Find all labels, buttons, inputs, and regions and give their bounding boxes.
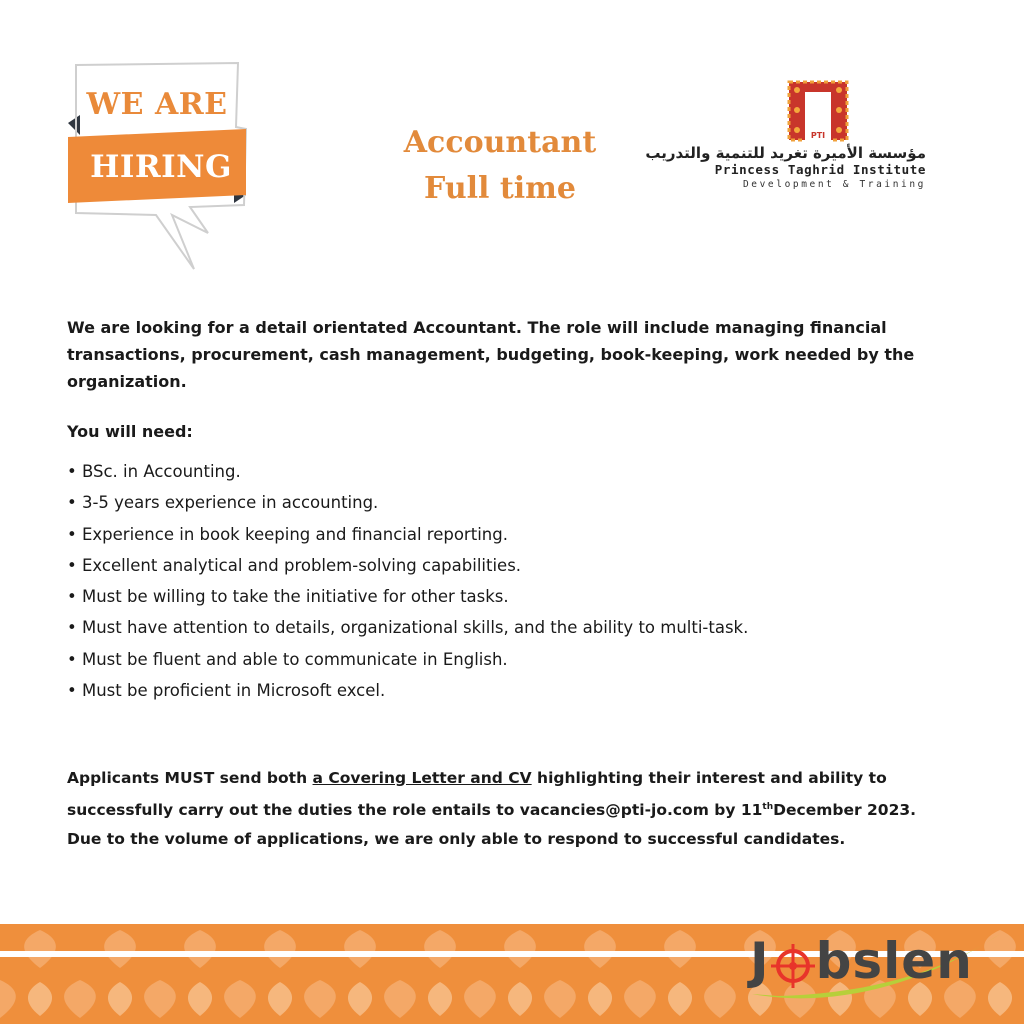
we-are-hiring-badge [60,55,260,280]
watermark-letter-j: J [750,932,770,990]
requirements-list [67,456,748,706]
application-instructions [67,764,972,854]
apply-deadline: December 2023. [773,801,917,820]
logo-english-name: Princess Taghrid Institute [714,162,926,177]
covering-letter-cv-highlight: a Covering Letter and CV [312,769,532,787]
logo-english-subtitle: Development & Training [742,179,926,190]
list-item: • BSc. in Accounting. [67,462,241,481]
apply-disclaimer: Due to the volume of applications, we are only able to respond to successful candidates. [67,830,846,849]
apply-text-3: by 11 [708,801,763,820]
badge-line-2: HIRING [90,149,232,185]
list-item: • Experience in book keeping and financial reporting. [67,524,508,544]
list-item: • Must be willing to take the initiative for other tasks. [67,587,509,607]
job-type: Full time [424,171,576,206]
pti-logo-mark-icon [787,80,849,142]
logo-arabic-name: مؤسسة الأميرة تغريد للتنمية والتدريب [645,144,926,162]
list-item: • 3-5 years experience in accounting. [67,493,379,513]
requirements-heading: You will need: [67,422,193,441]
list-item: • Must have attention to details, organizational skills, and the ability to multi-task. [67,618,749,638]
jobslen-watermark [750,930,973,1000]
apply-text-2: highlighting their interest and ability to successfully carry out the duties the role entails to [67,769,887,820]
pti-mark-text: PTI [810,131,826,140]
job-title-block [380,120,620,212]
intro-paragraph: We are looking for a detail orientated Accountant. The role will include managing financial transactions, procurement, cash management, budgeting, book-keeping, work needed by the organization. [67,318,915,391]
target-crosshair-icon [770,930,816,992]
email-address[interactable]: vacancies@pti-jo.com [519,801,709,820]
date-suffix: th [762,802,774,812]
pti-logo [645,80,940,200]
job-title: Accountant [403,125,597,160]
list-item: • Must be fluent and able to communicate in English. [67,649,508,669]
watermark-text: bslen [815,932,973,990]
apply-text-1: Applicants MUST send both [67,769,313,787]
badge-line-1: WE ARE [86,87,228,122]
list-item: • Must be proficient in Microsoft excel. [67,681,386,701]
list-item: • Excellent analytical and problem-solving capabilities. [67,555,522,575]
